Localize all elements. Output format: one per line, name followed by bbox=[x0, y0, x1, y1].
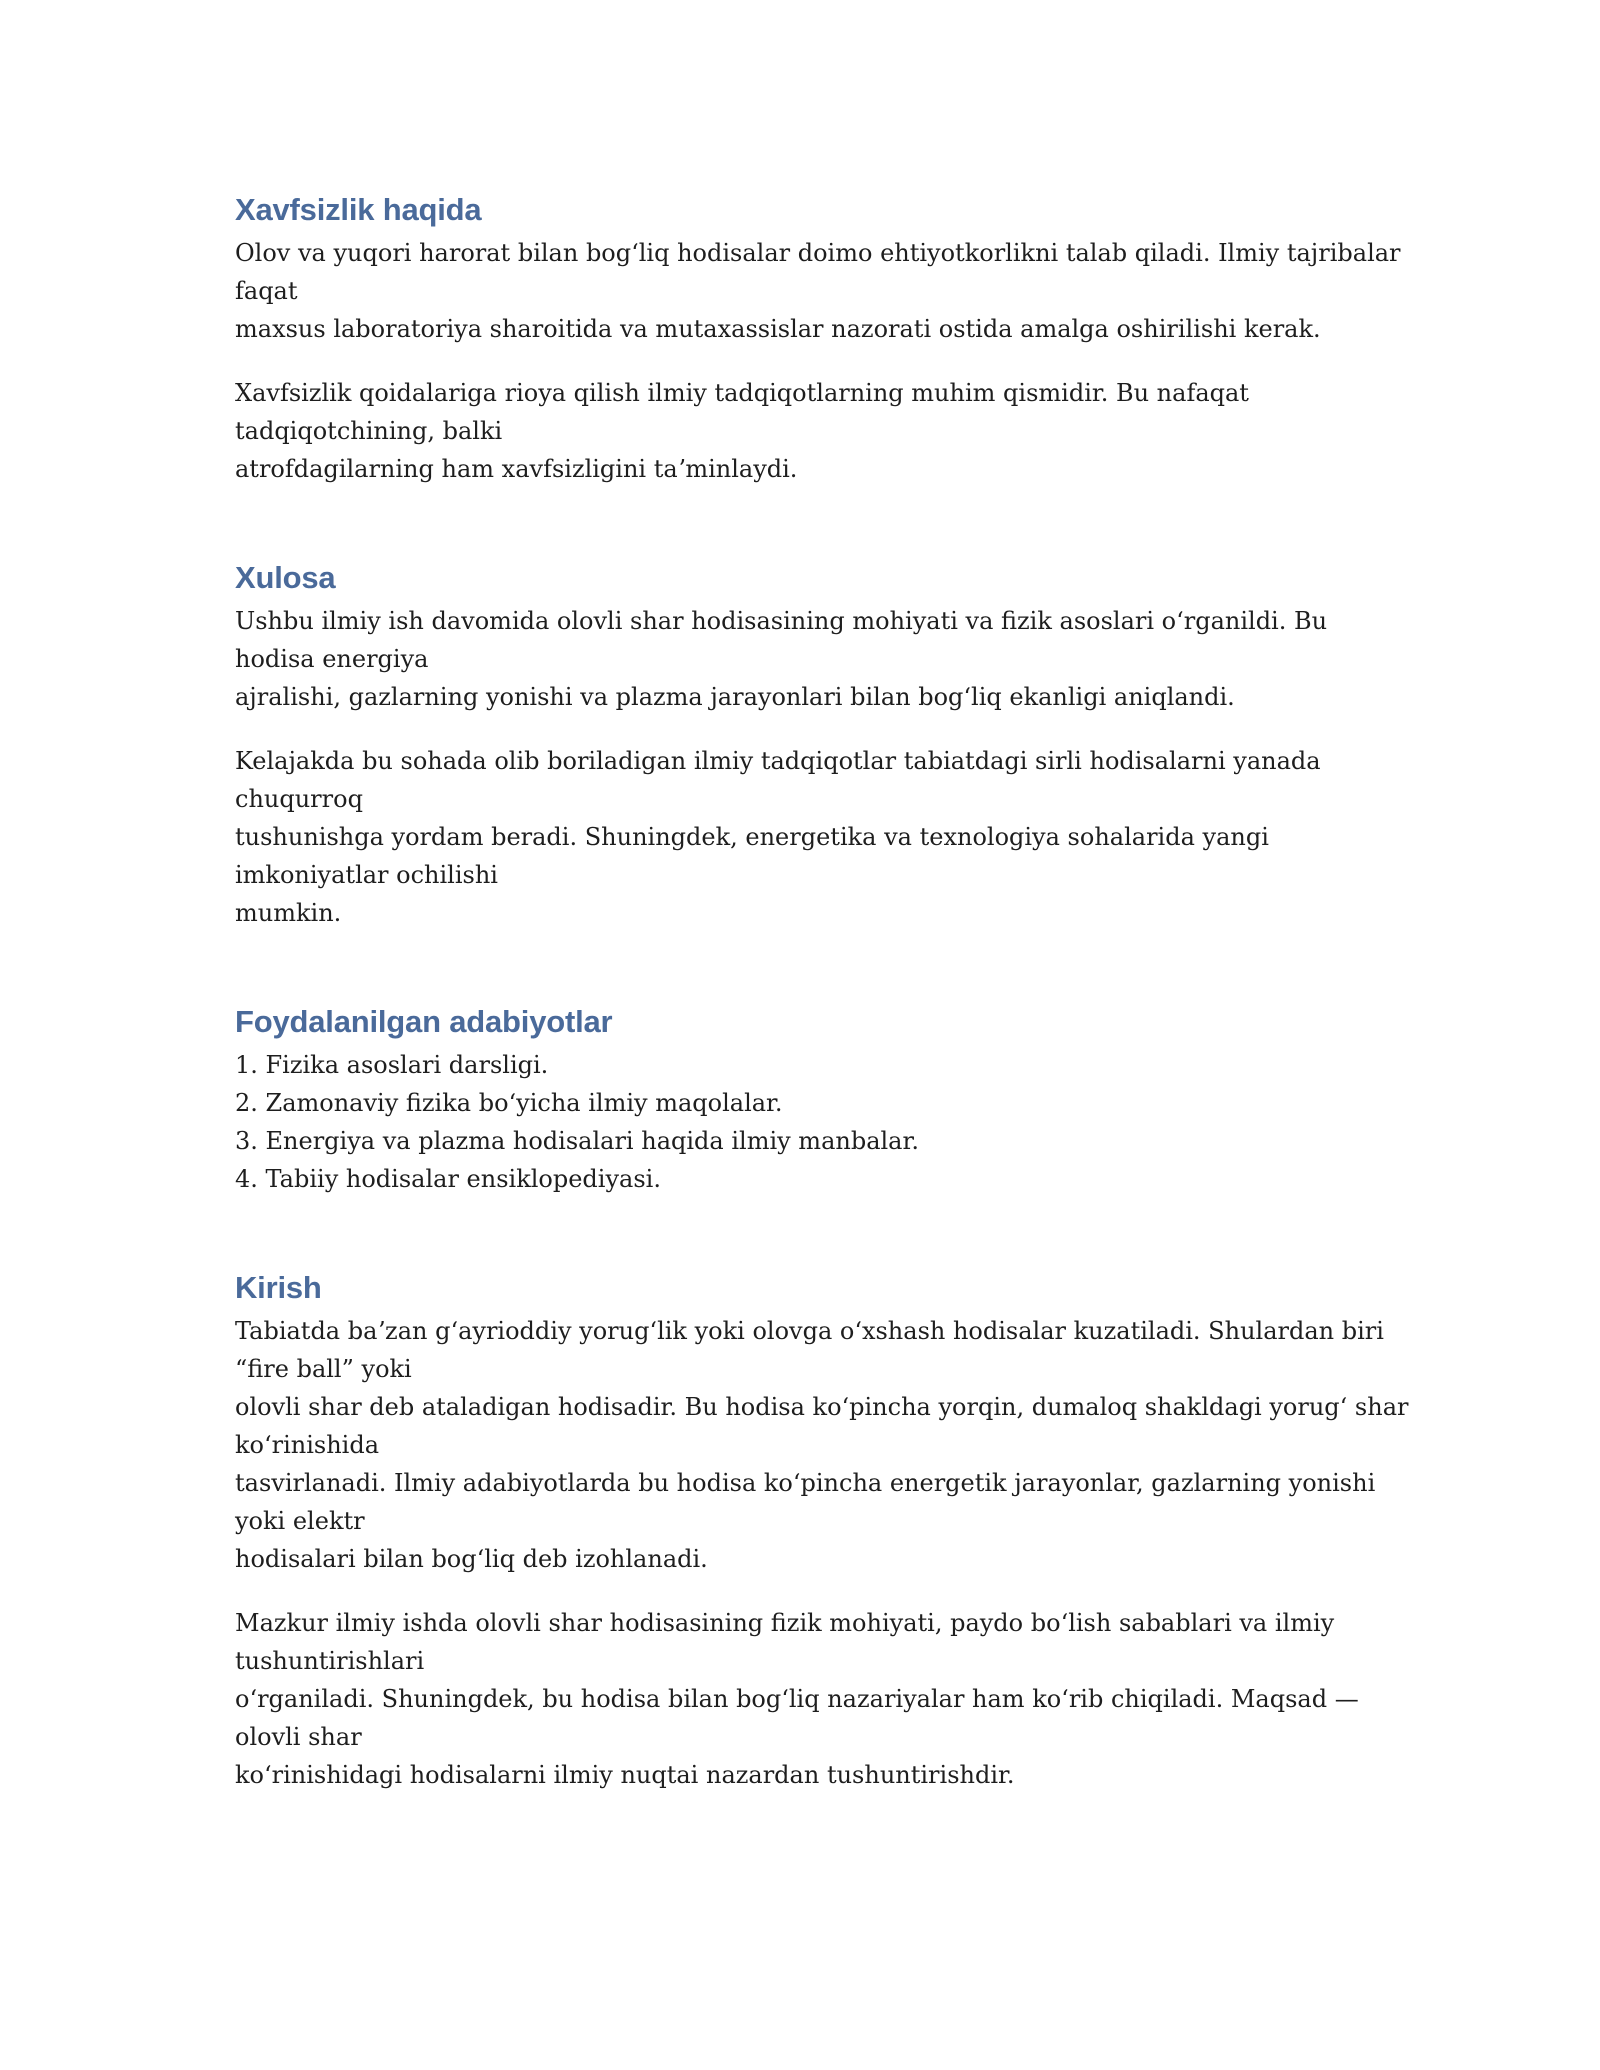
text-line: olovli shar bbox=[235, 1723, 362, 1751]
text-line: tadqiqotchining, balki bbox=[235, 417, 503, 445]
text-line: Ushbu ilmiy ish davomida olovli shar hodisasining mohiyati va fizik asoslari oʻrganildi. Bu bbox=[235, 607, 1328, 635]
text-line: yoki elektr bbox=[235, 1507, 365, 1535]
text-line: Mazkur ilmiy ishda olovli shar hodisasining fizik mohiyati, paydo boʻlish sabablari va ilmiy bbox=[235, 1609, 1335, 1637]
section-heading: Foydalanilgan adabiyotlar bbox=[235, 1004, 613, 1039]
section-introduction bbox=[235, 1268, 1409, 1794]
text-line: tushuntirishlari bbox=[235, 1647, 425, 1675]
section-safety bbox=[235, 190, 1401, 488]
paragraph bbox=[235, 602, 1395, 716]
list-item: 1. Fizika asoslari darsligi. bbox=[235, 1051, 549, 1079]
text-line: olovli shar deb ataladigan hodisadir. Bu hodisa koʻpincha yorqin, dumaloq shakldagi yorugʻ shar bbox=[235, 1393, 1409, 1421]
paragraph bbox=[235, 742, 1395, 932]
text-line: Tabiatda baʼzan gʻayrioddiy yorugʻlik yoki olovga oʻxshash hodisalar kuzatiladi. Shulardan biri bbox=[235, 1317, 1384, 1345]
section-heading: Xavfsizlik haqida bbox=[235, 192, 482, 227]
section-conclusion bbox=[235, 558, 1395, 932]
text-line: oʻrganiladi. Shuningdek, bu hodisa bilan bogʻliq nazariyalar ham koʻrib chiqiladi. Maqsad — bbox=[235, 1685, 1359, 1713]
paragraph bbox=[235, 1604, 1395, 1794]
text-line: hodisa energiya bbox=[235, 645, 429, 673]
text-line: faqat bbox=[235, 277, 298, 305]
list-item: 4. Tabiiy hodisalar ensiklopediyasi. bbox=[235, 1165, 661, 1193]
text-line: ajralishi, gazlarning yonishi va plazma jarayonlari bilan bogʻliq ekanligi aniqlandi. bbox=[235, 683, 1235, 711]
text-line: Olov va yuqori harorat bilan bogʻliq hodisalar doimo ehtiyotkorlikni talab qiladi. Ilmiy tajribalar bbox=[235, 239, 1401, 267]
paragraph bbox=[235, 234, 1401, 348]
text-line: koʻrinishida bbox=[235, 1431, 380, 1459]
reference-list bbox=[235, 1046, 1395, 1198]
list-item: 3. Energiya va plazma hodisalari haqida ilmiy manbalar. bbox=[235, 1127, 919, 1155]
text-line: hodisalari bilan bogʻliq deb izohlanadi. bbox=[235, 1545, 708, 1573]
text-line: imkoniyatlar ochilishi bbox=[235, 861, 498, 889]
text-line: mumkin. bbox=[235, 899, 342, 927]
text-line: tushunishga yordam beradi. Shuningdek, energetika va texnologiya sohalarida yangi bbox=[235, 823, 1269, 851]
text-line: Kelajakda bu sohada olib boriladigan ilmiy tadqiqotlar tabiatdagi sirli hodisalarni yanada bbox=[235, 747, 1321, 775]
text-line: chuqurroq bbox=[235, 785, 363, 813]
section-heading: Kirish bbox=[235, 1270, 322, 1305]
text-line: atrofdagilarning ham xavfsizligini taʼminlaydi. bbox=[235, 455, 798, 483]
section-heading: Xulosa bbox=[235, 560, 336, 595]
text-line: maxsus laboratoriya sharoitida va mutaxassislar nazorati ostida amalga oshirilishi kerak. bbox=[235, 315, 1321, 343]
text-line: tasvirlanadi. Ilmiy adabiyotlarda bu hodisa koʻpincha energetik jarayonlar, gazlarning yonishi bbox=[235, 1469, 1376, 1497]
text-line: “fire ball” yoki bbox=[235, 1355, 412, 1383]
text-line: koʻrinishidagi hodisalarni ilmiy nuqtai nazardan tushuntirishdir. bbox=[235, 1761, 1015, 1789]
list-item: 2. Zamonaviy fizika boʻyicha ilmiy maqolalar. bbox=[235, 1089, 783, 1117]
document-page bbox=[235, 190, 1409, 1794]
section-references bbox=[235, 1002, 1395, 1198]
paragraph bbox=[235, 374, 1395, 488]
paragraph bbox=[235, 1312, 1409, 1578]
text-line: Xavfsizlik qoidalariga rioya qilish ilmiy tadqiqotlarning muhim qismidir. Bu nafaqat bbox=[235, 379, 1249, 407]
